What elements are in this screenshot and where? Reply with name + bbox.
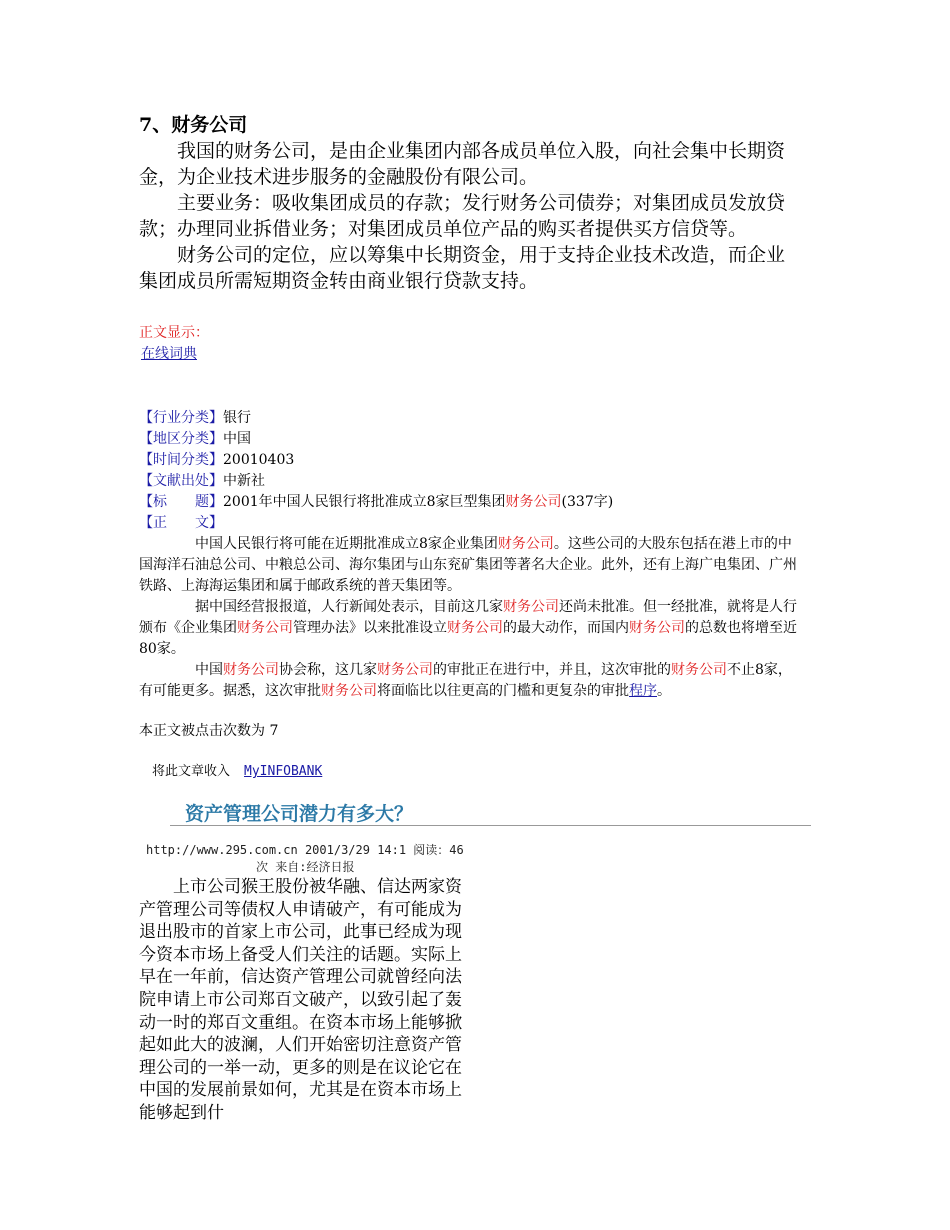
meta-industry: 【行业分类】银行 bbox=[139, 410, 251, 426]
keyword-highlight: 财务公司 bbox=[321, 683, 377, 699]
keyword-highlight: 财务公司 bbox=[447, 620, 503, 636]
meta-title-length: (337字) bbox=[561, 494, 614, 510]
title-divider bbox=[170, 825, 811, 826]
keyword-highlight: 财务公司 bbox=[629, 620, 685, 636]
body-paragraph: 中国财务公司协会称，这几家财务公司的审批正在进行中，并且，这次审批的财务公司不止8家，有可能更多。据悉，这次审批财务公司将面临比以往更高的门槛和更复杂的审批程序。 bbox=[139, 662, 792, 699]
meta-source: 【文献出处】中新社 bbox=[139, 473, 265, 489]
meta-title-label: 标题 bbox=[153, 494, 209, 510]
keyword-highlight: 财务公司 bbox=[237, 620, 293, 636]
meta-time-value: 20010403 bbox=[223, 452, 295, 468]
meta-body-label: 【正文】 bbox=[139, 513, 799, 534]
article2-source bbox=[146, 842, 476, 876]
meta-industry-value: 银行 bbox=[223, 410, 251, 426]
section-finance-company bbox=[139, 112, 789, 294]
meta-time-label: 时间分类 bbox=[153, 452, 209, 468]
meta-source-label: 文献出处 bbox=[153, 473, 209, 489]
keyword-highlight: 财务公司 bbox=[223, 662, 279, 678]
body-paragraph: 据中国经营报报道，人行新闻处表示，目前这几家财务公司还尚未批准。但一经批准，就将是人行颁布《企业集团财务公司管理办法》以来批准设立财务公司的最大动作，而国内财务公司的总数也将增至近80家。 bbox=[139, 599, 797, 657]
article2-body bbox=[139, 876, 477, 1125]
display-label: 正文显示： bbox=[139, 325, 209, 341]
myinfobank-link[interactable]: MyINFOBANK bbox=[244, 764, 323, 779]
online-dictionary-link[interactable]: 在线词典 bbox=[141, 346, 197, 362]
source-line: http://www.295.com.cn 2001/3/29 14:1 阅读：46 bbox=[146, 843, 464, 857]
keyword-highlight: 财务公司 bbox=[377, 662, 433, 678]
meta-source-value: 中新社 bbox=[223, 473, 265, 489]
collect-row bbox=[152, 763, 322, 781]
section-heading: 7、财务公司 bbox=[139, 114, 248, 136]
keyword-highlight: 财务公司 bbox=[505, 494, 562, 510]
meta-industry-label: 行业分类 bbox=[153, 410, 209, 426]
article-body bbox=[139, 534, 799, 702]
paragraph-positioning: 财务公司的定位，应以筹集中长期资金，用于支持企业技术改造，而企业集团成员所需短期资金转由商业银行贷款支持。 bbox=[139, 244, 786, 292]
meta-region-value: 中国 bbox=[223, 431, 251, 447]
meta-title: 【标题】2001年中国人民银行将批准成立8家巨型集团财务公司(337字) bbox=[139, 492, 799, 513]
meta-region: 【地区分类】中国 bbox=[139, 431, 251, 447]
body-paragraph: 中国人民银行将可能在近期批准成立8家企业集团财务公司。这些公司的大股东包括在港上市的中国海洋石油总公司、中粮总公司、海尔集团与山东兖矿集团等著名大企业。此外，还有上海广电集团、广州铁路、上海海运集团和属于邮政系统的普天集团等。 bbox=[139, 536, 797, 594]
article-meta bbox=[139, 408, 799, 702]
paragraph-definition: 我国的财务公司，是由企业集团内部各成员单位入股，向社会集中长期资金，为企业技术进步服务的金融股份有限公司。 bbox=[139, 140, 786, 188]
meta-region-label: 地区分类 bbox=[153, 431, 209, 447]
meta-title-text: 2001年中国人民银行将批准成立8家巨型集团 bbox=[223, 494, 506, 510]
keyword-highlight: 财务公司 bbox=[497, 536, 554, 552]
keyword-highlight: 财务公司 bbox=[671, 662, 727, 678]
meta-body-label-text: 正文 bbox=[153, 515, 209, 531]
collect-label: 将此文章收入 bbox=[152, 764, 231, 779]
article2-title: 资产管理公司潜力有多大？ bbox=[185, 803, 414, 825]
source-line: 次 来自:经济日报 bbox=[256, 860, 355, 874]
click-count: 本正文被点击次数为 7 bbox=[139, 723, 279, 739]
article2-paragraph: 上市公司猴王股份被华融、信达两家资产管理公司等债权人申请破产，有可能成为退出股市的首家上市公司，此事已经成为现今资本市场上备受人们关注的话题。实际上早在一年前，信达资产管理公司就曾经向法院申请上市公司郑百文破产，以致引起了轰动一时的郑百文重组。在资本市场上能够掀起如此大的波澜，人们开始密切注意资产管理公司的一举一动，更多的则是在议论它在中国的发展前景如何，尤其是在资本市场上能够起到什 bbox=[139, 877, 462, 1123]
meta-time: 【时间分类】20010403 bbox=[139, 452, 295, 468]
keyword-highlight: 财务公司 bbox=[503, 599, 559, 615]
procedure-link[interactable]: 程序 bbox=[629, 683, 657, 699]
paragraph-business: 主要业务：吸收集团成员的存款；发行财务公司债券；对集团成员发放贷款；办理同业拆借业务；对集团成员单位产品的购买者提供买方信贷等。 bbox=[139, 192, 786, 240]
